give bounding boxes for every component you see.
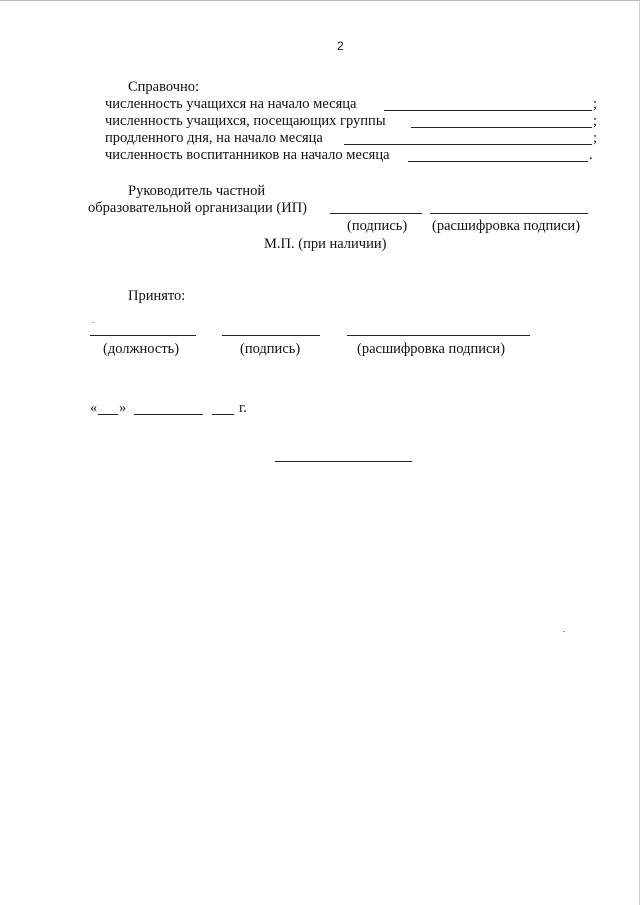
reference-row-label: продленного дня, на начало месяца (105, 130, 323, 146)
accepted-signature-line (222, 335, 320, 336)
date-close-quote: » (119, 400, 127, 416)
scan-speck (92, 322, 94, 323)
page-top-edge (0, 0, 640, 1)
date-month-line (134, 414, 203, 415)
head-decoding-caption: (расшифровка подписи) (432, 218, 581, 234)
page-number: 2 (337, 39, 344, 53)
reference-heading: Справочно: (128, 79, 200, 95)
scan-speck (563, 631, 565, 632)
reference-row-end: ; (593, 113, 598, 129)
date-open-quote: « (90, 400, 98, 416)
reference-row-end: ; (593, 96, 598, 112)
accepted-decoding-caption: (расшифровка подписи) (357, 341, 506, 357)
head-title-line1: Руководитель частной (128, 183, 266, 199)
date-day-line (98, 414, 118, 415)
head-signature-line (330, 213, 422, 214)
date-year-line (212, 414, 234, 415)
reference-row-fill-line (384, 110, 592, 111)
reference-row-label: численность учащихся на начало месяца (105, 96, 357, 112)
accepted-heading: Принято: (128, 288, 186, 304)
head-title-line2: образовательной организации (ИП) (88, 200, 308, 216)
closing-separator-line (275, 461, 412, 462)
stamp-note: М.П. (при наличии) (264, 236, 387, 252)
reference-row-fill-line (408, 161, 588, 162)
date-year-suffix: г. (239, 400, 247, 416)
reference-row-end: ; (593, 130, 598, 146)
reference-row-label: численность воспитанников на начало месяца (105, 147, 390, 163)
accepted-position-line (90, 335, 196, 336)
head-signature-caption: (подпись) (347, 218, 408, 234)
head-decoding-line (430, 213, 588, 214)
reference-row-end: . (589, 147, 593, 163)
accepted-decoding-line (347, 335, 530, 336)
accepted-position-caption: (должность) (103, 341, 180, 357)
reference-row-fill-line (411, 127, 592, 128)
accepted-signature-caption: (подпись) (240, 341, 301, 357)
reference-row-label: численность учащихся, посещающих группы (105, 113, 386, 129)
reference-row-fill-line (344, 144, 592, 145)
